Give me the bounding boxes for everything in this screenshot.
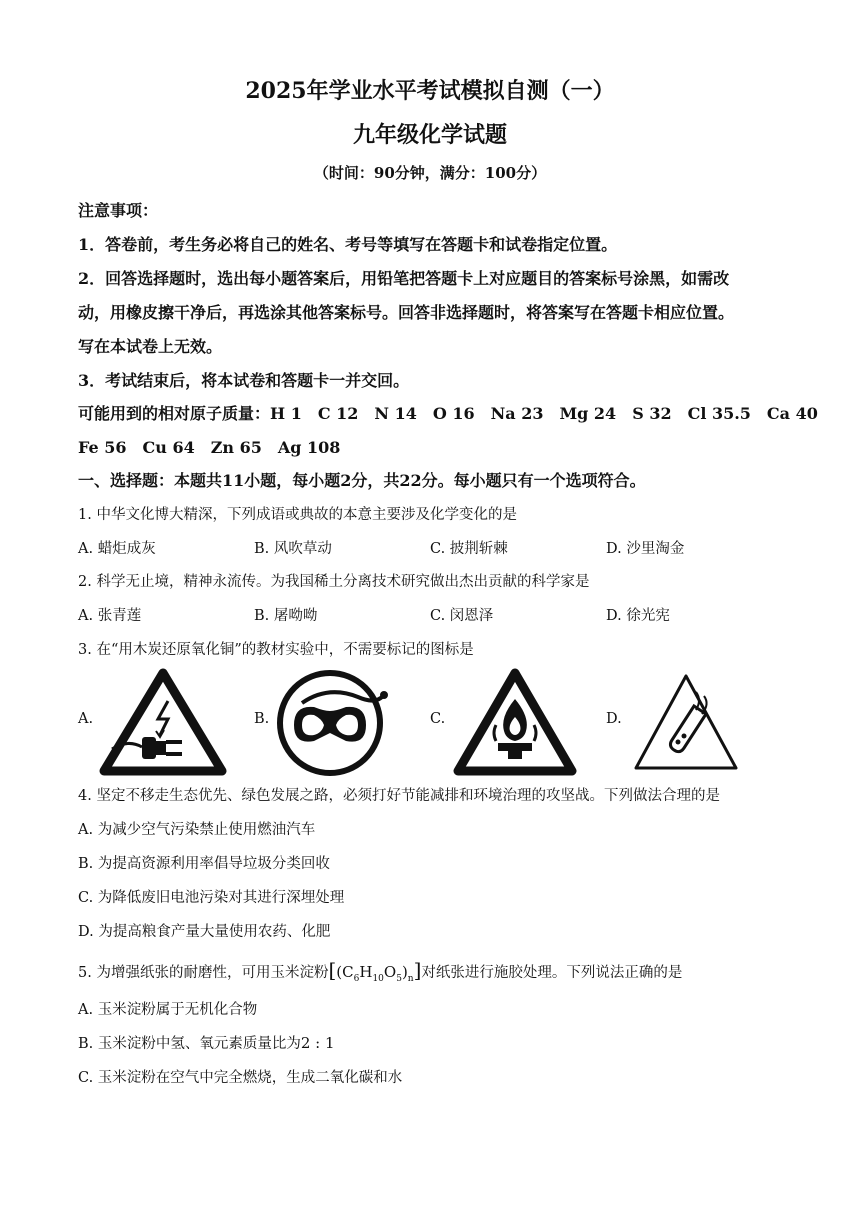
question-2-option-b[interactable]: B. 屠呦呦 [254, 608, 318, 624]
section-1-heading: 一、选择题：本题共11小题，每小题2分，共22分。每小题只有一个选项符合。 [78, 471, 646, 490]
question-4-option-d[interactable]: D. 为提高粮食产量大量使用农药、化肥 [78, 924, 331, 940]
exam-time-info: （时间：90分钟，满分：100分） [313, 164, 547, 182]
notice-item-2-line-2: 动，用橡皮擦干净后，再选涂其他答案标号。回答非选择题时，将答案写在答题卡相应位置。 [78, 303, 735, 322]
hot-test-tube-icon [630, 670, 742, 774]
starch-formula: $[(C_6H_{10}O_5)_n]$ [328, 958, 422, 984]
question-1-stem: 1. 中华文化博大精深，下列成语或典故的本意主要涉及化学变化的是 [78, 507, 517, 523]
question-5-option-b-ratio: 2 : 1 [300, 1034, 335, 1052]
question-1-option-c[interactable]: C. 披荆斩棘 [430, 541, 508, 557]
goggles-icon [272, 667, 392, 779]
question-5-stem-after: 对纸张进行施胶处理。下列说法正确的是 [421, 965, 683, 981]
question-4-stem: 4. 坚定不移走生态优先、绿色发展之路，必须打好节能减排和环境治理的攻坚战。下列做法合理的是 [78, 788, 720, 804]
notice-heading: 注意事项： [78, 201, 159, 220]
atomic-masses-line-2: Fe 56 Cu 64 Zn 65 Ag 108 [78, 438, 341, 457]
question-1-option-b[interactable]: B. 风吹草动 [254, 541, 332, 557]
exam-title: 2025年学业水平考试模拟自测（一） [245, 78, 615, 104]
question-1-option-d[interactable]: D. 沙里淘金 [606, 541, 685, 557]
question-4-option-a[interactable]: A. 为减少空气污染禁止使用燃油汽车 [78, 822, 316, 838]
question-2-stem: 2. 科学无止境，精神永流传。为我国稀土分离技术研究做出杰出贡献的科学家是 [78, 574, 590, 590]
question-5-option-b-text: B. 玉米淀粉中氢、氧元素质量比为 [78, 1036, 301, 1052]
question-2-option-c[interactable]: C. 闵恩泽 [430, 608, 494, 624]
notice-item-2-line-3: 写在本试卷上无效。 [78, 337, 223, 356]
notice-item-3: 3．考试结束后，将本试卷和答题卡一并交回。 [78, 371, 410, 390]
question-3-option-a[interactable]: A. [78, 711, 94, 727]
question-5-option-c[interactable]: C. 玉米淀粉在空气中完全燃烧，生成二氧化碳和水 [78, 1070, 403, 1086]
question-3-option-b[interactable]: B. [254, 711, 270, 727]
question-5-option-a[interactable]: A. 玉米淀粉属于无机化合物 [78, 1002, 258, 1018]
question-4-option-c[interactable]: C. 为降低废旧电池污染对其进行深埋处理 [78, 890, 345, 906]
notice-item-1: 1．答卷前，考生务必将自己的姓名、考号等填写在答题卡和试卷指定位置。 [78, 235, 618, 254]
question-3-stem: 3. 在“用木炭还原氧化铜”的教材实验中，不需要标记的图标是 [78, 642, 474, 658]
question-5-stem [78, 958, 682, 984]
question-3-option-c[interactable]: C. [430, 711, 446, 727]
exam-subject: 九年级化学试题 [352, 122, 507, 148]
question-5-option-b[interactable] [78, 1032, 335, 1053]
question-4-option-b[interactable]: B. 为提高资源利用率倡导垃圾分类回收 [78, 856, 330, 872]
question-1-option-a[interactable]: A. 蜡炬成灰 [78, 541, 156, 557]
atomic-masses-line-1: 可能用到的相对原子质量：H 1 C 12 N 14 O 16 Na 23 Mg 24 S 32 Cl 35.5 Ca 40 [78, 404, 818, 423]
question-2-option-a[interactable]: A. 张青莲 [78, 608, 142, 624]
notice-item-2-line-1: 2．回答选择题时，选出每小题答案后，用铅笔把答题卡上对应题目的答案标号涂黑，如需改 [78, 269, 730, 288]
question-2-option-d[interactable]: D. 徐光宪 [606, 608, 670, 624]
question-3-option-d[interactable]: D. [606, 711, 622, 727]
question-5-stem-before: 5. 为增强纸张的耐磨性，可用玉米淀粉 [78, 965, 329, 981]
flame-icon [452, 667, 578, 777]
electricity-icon [98, 667, 228, 777]
